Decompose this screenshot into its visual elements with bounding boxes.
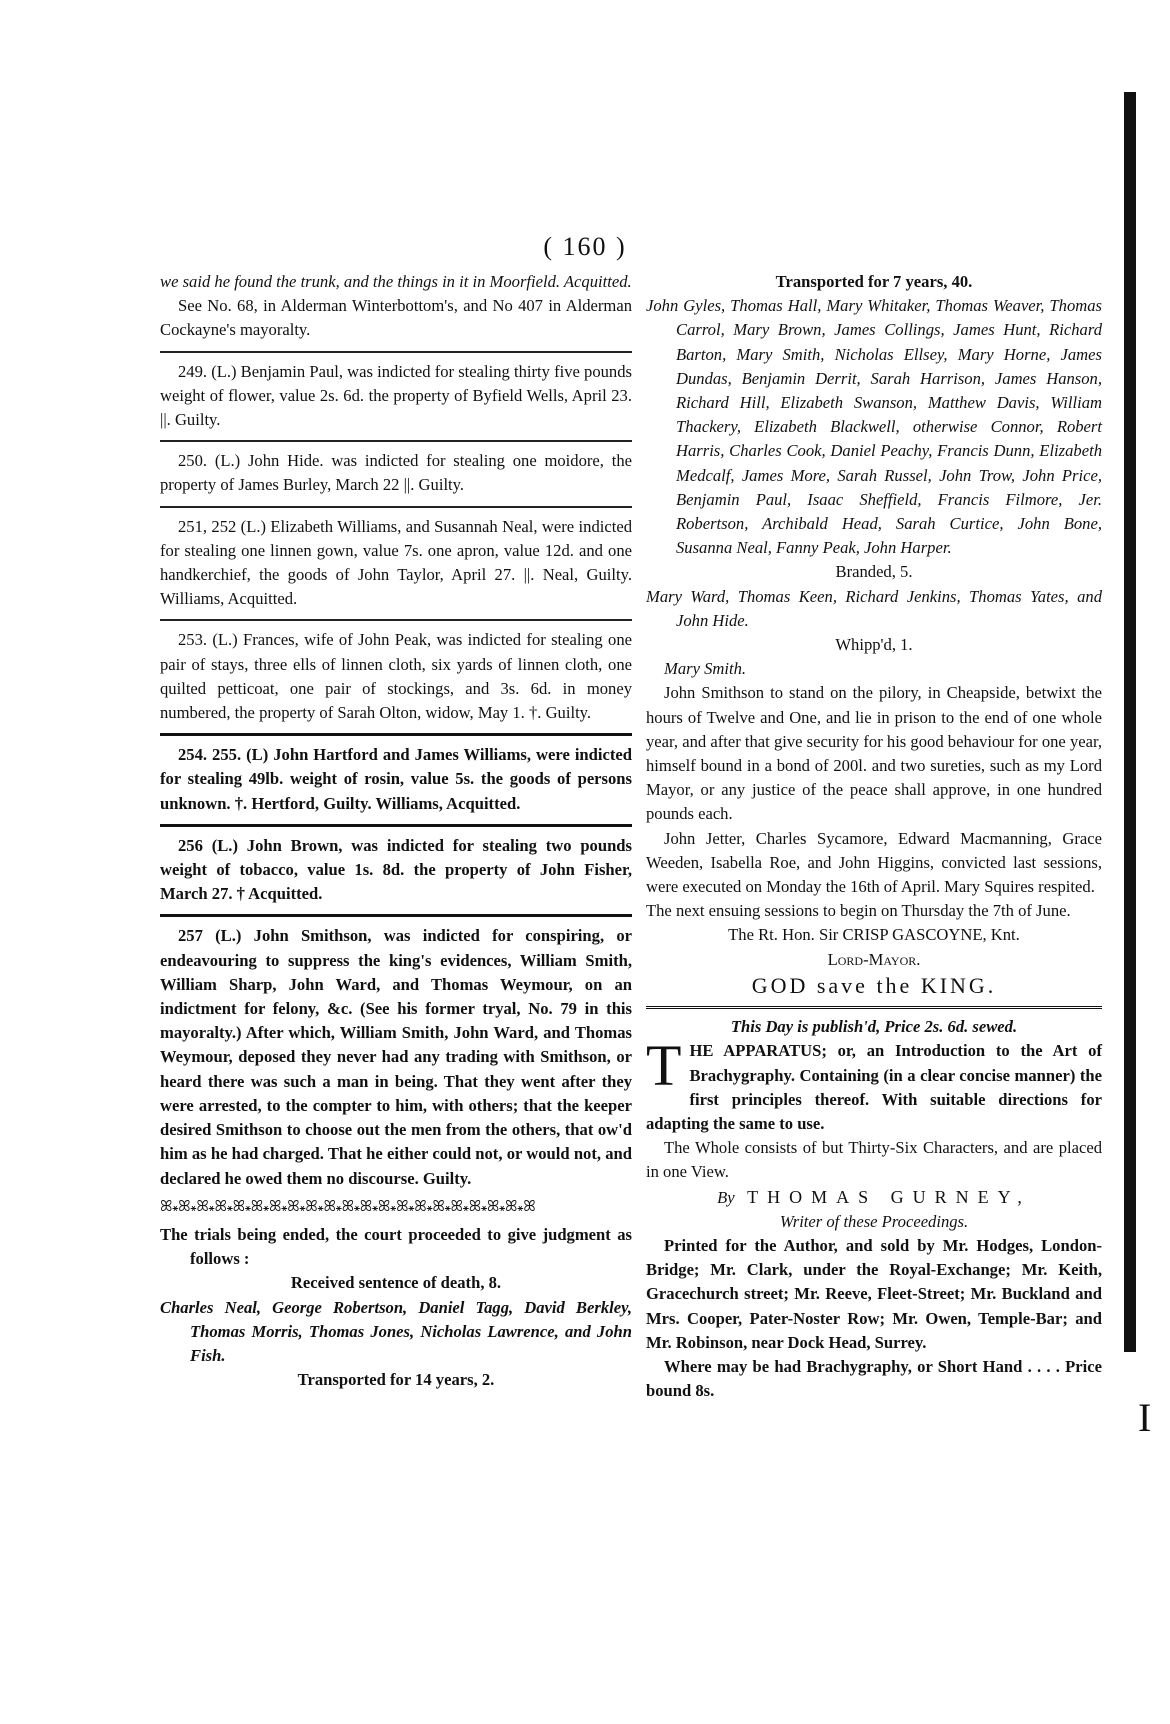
advertisement-body <box>646 1033 1102 1136</box>
trial-entry-256 <box>160 824 632 907</box>
branded-heading: Branded, 5. <box>835 562 913 582</box>
drop-cap: T <box>646 1033 682 1099</box>
trial-entry-253 <box>160 619 632 725</box>
trial-entry-250 <box>160 440 632 497</box>
death-sentence-names: Charles Neal, George Robertson, Daniel Tagg, David Berkley, Thomas Morris, Thomas Jones, Nicholas Lawrence, and John Fish. <box>160 1297 632 1365</box>
author-name: THOMAS GURNEY, <box>747 1186 1031 1207</box>
whipped-names: Mary Smith. <box>664 659 747 679</box>
advertisement-where: Where may be had Brachygraphy, or Short Hand . . . . Price bound 8s. <box>646 1356 1102 1401</box>
see-note: See No. 68, in Alderman Winterbottom's, and No 407 in Alderman Cockayne's mayoralty. <box>160 296 632 340</box>
entry-text: 250. (L.) John Hide. was indicted for stealing one moidore, the property of James Burley, March 22 ||. Guilty. <box>160 451 632 495</box>
god-save-the-king: GOD save the KING. <box>751 972 997 998</box>
left-column <box>160 270 632 1392</box>
branded-names: Mary Ward, Thomas Keen, Richard Jenkins, Thomas Yates, and John Hide. <box>646 586 1102 630</box>
entry-text: 253. (L.) Frances, wife of John Peak, was indicted for stealing one pair of stays, three ells of linnen cloth, six yards of linnen cloth, one quilted petticoat, one pair of stockings, and 3s. 6d. in money numbered, the property of Sarah Olton, widow, May 1. †. Guilty. <box>160 630 632 723</box>
next-sessions-notice: The next ensuing sessions to begin on Thursday the 7th of June. <box>646 901 1071 921</box>
trial-entry-251-252 <box>160 506 632 612</box>
trials-ended-text: The trials being ended, the court proceeded to give judgment as follows : <box>160 1224 632 1269</box>
entry-text: 257 (L.) John Smithson, was indicted for conspiring, or endeavouring to suppress the king's evidences, William Smith, William Sharp, John Ward, and Thomas Weymour, on an indictment for felony, &c. (See his former tryal, No. 79 in this mayoralty.) After which, William Smith, John Ward, and Thomas Weymour, deposed they never had any trading with Smithson, or heard there was such a man in being. That they went after they were arrested, to the compter to him, with others; that the keeper desired Smithson to choose out the men from the others, that ow'd him as he had charged. That he either could not, or would not, and declared he owed them no discourse. Guilty. <box>160 926 632 1188</box>
entry-text: 256 (L.) John Brown, was indicted for stealing two pounds weight of tobacco, value 1s. 8d. the property of John Fisher, March 27. † Acquitted. <box>160 835 632 904</box>
advertisement-printed-for: Printed for the Author, and sold by Mr. Hodges, London-Bridge; Mr. Clark, under the Royal-Exchange; Mr. Keith, Gracechurch street; Mr. Reeve, Fleet-Street; Mr. Buckland and Mrs. Cooper, Pater-Noster Row; Mr. Owen, Temple-Bar; and Mr. Robinson, near Dock Head, Surrey. <box>646 1235 1102 1352</box>
trial-entry-249 <box>160 351 632 433</box>
death-sentence-heading: Received sentence of death, 8. <box>290 1273 502 1293</box>
whipped-heading: Whipp'd, 1. <box>835 635 913 655</box>
trial-entry-254-255 <box>160 733 632 816</box>
divider <box>646 1006 1102 1009</box>
by-label: By <box>717 1187 735 1207</box>
margin-mark: I <box>1138 1395 1152 1440</box>
advertisement-author-line <box>646 1185 1102 1210</box>
entry-text: 254. 255. (L) John Hartford and James Williams, were indicted for stealing 49lb. weight of rosin, value 5s. the goods of persons unknown. †. Hertford, Guilty. Williams, Acquitted. <box>160 745 632 813</box>
advertisement-whole: The Whole consists of but Thirty-Six Characters, and are placed in one View. <box>646 1138 1102 1182</box>
lord-mayor-name: The Rt. Hon. Sir CRISP GASCOYNE, Knt. <box>728 925 1020 945</box>
right-column <box>646 270 1102 1403</box>
executed-notice: John Jetter, Charles Sycamore, Edward Macmanning, Grace Weeden, Isabella Roe, and John Higgins, convicted last sessions, were executed on Monday the 16th of April. Mary Squires respited. <box>646 828 1102 897</box>
page-edge-shadow <box>1124 92 1136 1352</box>
transported-7-heading: Transported for 7 years, 40. <box>775 272 973 291</box>
smithson-sentence: John Smithson to stand on the pilory, in Cheapside, betwixt the hours of Twelve and One, and lie in prison to the end of one whole year, and after that give security for his good behaviour for one year, himself bound in a bond of 200l. and two sureties, such as my Lord Mayor, or any justice of the peace shall approve, in one hundred pounds each. <box>646 683 1102 824</box>
author-description: Writer of these Proceedings. <box>779 1211 969 1231</box>
transported-14-heading: Transported for 14 years, 2. <box>297 1370 495 1390</box>
transported-7-names: John Gyles, Thomas Hall, Mary Whitaker, Thomas Weaver, Thomas Carrol, Mary Brown, James Collings, James Hunt, Richard Barton, Mary Smith, Nicholas Ellsey, Mary Horne, James Dundas, Benjamin Derrit, Sarah Harrison, James Hanson, Richard Hill, Elizabeth Swanson, Matthew Davis, William Thackery, Elizabeth Blackwell, otherwise Connor, Robert Harris, Charles Cook, Daniel Peachy, Francis Dunn, Elizabeth Medcalf, James More, Sarah Russel, John Trow, John Price, Benjamin Paul, Isaac Sheffield, Francis Filmore, Jer. Robertson, Archibald Head, Sarah Curtice, John Bone, Susanna Neal, Fanny Peak, John Harper. <box>646 296 1102 558</box>
entry-text: 251, 252 (L.) Elizabeth Williams, and Susannah Neal, were indicted for stealing one linnen gown, value 7s. one apron, value 12d. and one handkerchief, the goods of John Taylor, April 27. ||. Neal, Guilty. Williams, Acquitted. <box>160 516 632 609</box>
continuation-text: we said he found the trunk, and the things in it in Moorfield. Acquitted. <box>160 272 632 291</box>
lord-mayor-title: Lord-Mayor. <box>827 949 921 969</box>
trial-entry-257 <box>160 914 632 1190</box>
entry-text: 249. (L.) Benjamin Paul, was indicted for stealing thirty five pounds weight of flower, value 2s. 6d. the property of Byfield Wells, April 23. ||. Guilty. <box>160 361 632 430</box>
advertisement-text: HE APPARATUS; or, an Introduction to the Art of Brachygraphy. Containing (in a clear concise manner) the first principles thereof. With suitable directions for adapting the same to use. <box>646 1041 1102 1133</box>
advertisement-published: This Day is publish'd, Price 2s. 6d. sewed. <box>730 1017 1018 1037</box>
page-number: ( 160 ) <box>543 232 627 261</box>
ornamental-rule: ꕤ꘎ꕤ꘎ꕤ꘎ꕤ꘎ꕤ꘎ꕤ꘎ꕤ꘎ꕤ꘎ꕤ꘎ꕤ꘎ꕤ꘎ꕤ꘎ꕤ꘎ꕤ꘎ꕤ꘎ꕤ꘎ꕤ꘎ꕤ꘎ꕤ꘎ꕤ꘎ꕤ <box>160 1198 535 1215</box>
